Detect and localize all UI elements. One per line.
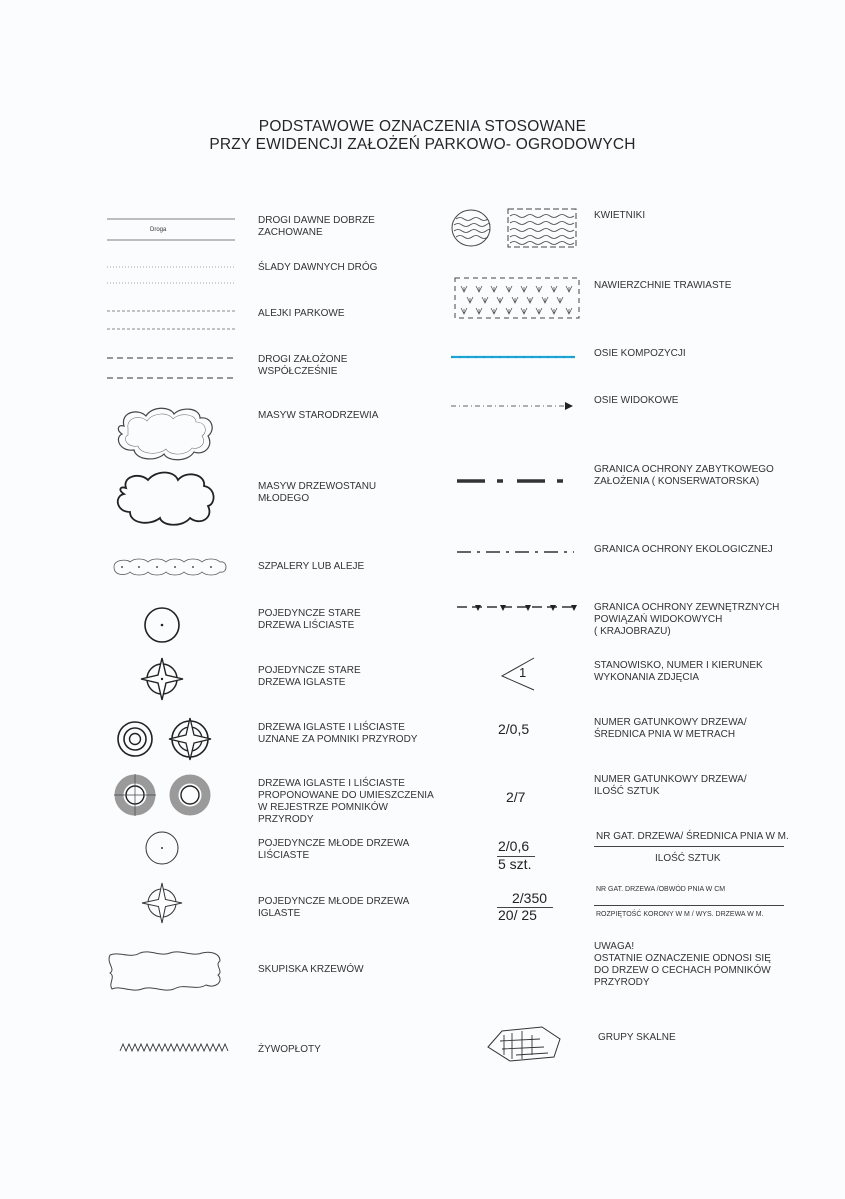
label-old-conifer: POJEDYNCZE STARE DRZEWA IGLASTE xyxy=(258,665,361,688)
hedge-symbol xyxy=(120,1041,240,1055)
label-note: UWAGA! OSTATNIE OZNACZENIE ODNOSI SIĘ DO DRZEW O CECHACH POMNIKÓW PRZYRODY xyxy=(594,941,771,988)
monument-trees-symbol xyxy=(112,716,212,762)
label-road-traces: ŚLADY DAWNYCH DRÓG xyxy=(258,262,378,273)
label-photo-station: STANOWISKO, NUMER I KIERUNEK WYKONANIA ZDJĘCIA xyxy=(594,660,763,683)
road-traces-symbol xyxy=(107,263,237,285)
lawn-symbol xyxy=(454,276,584,320)
shrubs-symbol xyxy=(106,949,226,993)
young-deciduous-tree-symbol xyxy=(142,828,182,868)
legend-1-bottom: ILOŚĆ SZTUK xyxy=(655,853,721,864)
label-view-axes: OSIE WIDOKOWE xyxy=(594,395,679,406)
label-flower-beds: KWIETNIKI xyxy=(594,210,646,221)
title-line-2: PRZY EWIDENCJI ZAŁOŻEŃ PARKOWO- OGRODOWYCH xyxy=(209,136,636,153)
legend-1-top: NR GAT. DRZEWA/ ŚREDNICA PNIA W M. xyxy=(596,831,789,842)
landscape-boundary-symbol xyxy=(457,603,583,613)
label-young-deciduous: POJEDYNCZE MŁODE DRZEWA LIŚCIASTE xyxy=(258,838,410,861)
example-diameter: 2/0,5 xyxy=(498,721,530,737)
flower-bed-symbol xyxy=(450,207,580,249)
modern-road-symbol xyxy=(107,354,237,380)
label-park-alleys: ALEJKI PARKOWE xyxy=(258,308,345,319)
young-tree-mass-symbol xyxy=(112,466,222,528)
label-monument-trees: DRZEWA IGLASTE I LIŚCIASTE UZNANE ZA POMNIKI PRZYRODY xyxy=(258,722,418,745)
fraction-2-top: 2/350 xyxy=(512,890,548,906)
composition-axis-symbol xyxy=(451,354,577,360)
proposed-monument-trees-symbol xyxy=(112,772,212,818)
photo-number: 1 xyxy=(519,665,527,680)
legend-2-top: NR GAT. DRZEWA /OBWÓD PNIA W CM xyxy=(596,886,726,893)
rock-group-symbol xyxy=(486,1025,566,1065)
label-landscape-boundary: GRANICA OCHRONY ZEWNĘTRZNYCH POWIĄZAŃ WIDOKOWYCH ( KRAJOBRAZU) xyxy=(594,602,780,637)
label-species-diameter: NUMER GATUNKOWY DRZEWA/ ŚREDNICA PNIA W METRACH xyxy=(594,717,747,740)
young-conifer-tree-symbol xyxy=(139,880,185,926)
view-axis-symbol xyxy=(451,401,577,411)
label-composition-axes: OSIE KOMPOZYCJI xyxy=(594,348,686,359)
label-conservation-boundary: GRANICA OCHRONY ZABYTKOWEGO ZAŁOŻENIA ( KONSERWATORSKA) xyxy=(594,464,774,487)
title-line-1: PODSTAWOWE OZNACZENIA STOSOWANE xyxy=(258,118,587,135)
fraction-1-top: 2/0,6 xyxy=(498,838,530,854)
label-modern-roads: DROGI ZAŁOŻONE WSPÓŁCZEŚNIE xyxy=(258,354,348,377)
old-conifer-tree-symbol xyxy=(139,656,185,702)
label-lawns: NAWIERZCHNIE TRAWIASTE xyxy=(594,280,732,291)
park-alley-symbol xyxy=(107,305,237,331)
label-tree-rows: SZPALERY LUB ALEJE xyxy=(258,561,365,572)
label-young-tree-mass: MASYW DRZEWOSTANU MŁODEGO xyxy=(258,481,377,504)
example-count: 2/7 xyxy=(506,789,526,805)
road-sample-label: Droga xyxy=(150,227,167,233)
legend-1-bar xyxy=(594,846,784,847)
label-proposed-monuments: DRZEWA IGLASTE I LIŚCIASTE PROPONOWANE DO UMIESZCZENIA W REJESTRZE POMNIKÓW PRZYRODY xyxy=(258,778,434,825)
legend-2-bottom: ROZPIĘTOŚĆ KORONY W M / WYS. DRZEWA W M. xyxy=(596,911,764,918)
label-hedges: ŻYWOPŁOTY xyxy=(258,1044,321,1055)
ecological-boundary-symbol xyxy=(457,548,583,556)
label-rock-groups: GRUPY SKALNE xyxy=(598,1032,676,1043)
label-shrubs: SKUPISKA KRZEWÓW xyxy=(258,964,364,975)
label-young-conifer: POJEDYNCZE MŁODE DRZEWA IGLASTE xyxy=(258,896,410,919)
label-old-roads: DROGI DAWNE DOBRZE ZACHOWANE xyxy=(258,215,375,238)
tree-row-symbol xyxy=(110,556,230,578)
label-species-count: NUMER GATUNKOWY DRZEWA/ ILOŚĆ SZTUK xyxy=(594,774,747,797)
fraction-2-bottom: 20/ 25 xyxy=(498,907,537,923)
old-deciduous-tree-symbol xyxy=(142,605,182,645)
conservation-boundary-symbol xyxy=(457,477,583,485)
label-old-deciduous: POJEDYNCZE STARE DRZEWA LIŚCIASTE xyxy=(258,608,361,631)
legend-2-bar xyxy=(594,905,784,906)
old-road-symbol xyxy=(107,214,237,244)
label-ecological-boundary: GRANICA OCHRONY EKOLOGICZNEJ xyxy=(594,544,773,555)
label-old-tree-mass: MASYW STARODRZEWIA xyxy=(258,410,379,421)
fraction-1-bottom: 5 szt. xyxy=(498,856,532,872)
old-tree-mass-symbol xyxy=(112,404,222,464)
